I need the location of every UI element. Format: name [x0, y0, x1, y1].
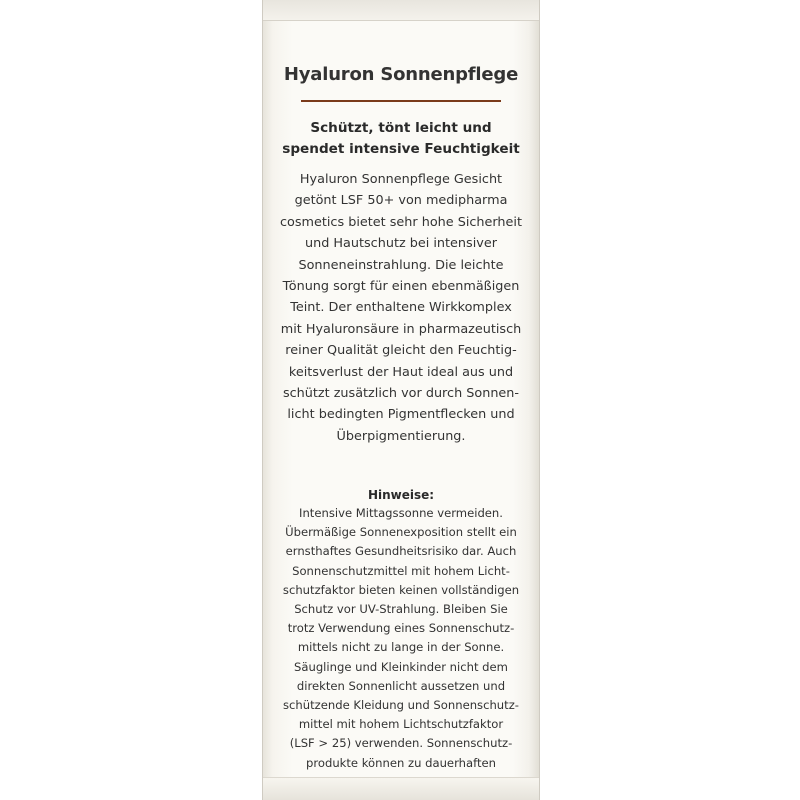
notes-line: ernsthaftes Gesundheitsrisiko dar. Auch — [285, 544, 517, 559]
product-description — [271, 169, 531, 447]
notes-line: (LSF > 25) verwenden. Sonnenschutz- — [289, 736, 513, 751]
notes-line: schützende Kleidung und Sonnenschutz- — [283, 698, 519, 713]
notes-heading: Hinweise: — [367, 488, 435, 502]
description-line: cosmetics bietet sehr hohe Sicherheit — [279, 214, 522, 230]
product-title: Hyaluron Sonnenpflege — [283, 64, 519, 85]
notes-text — [269, 504, 533, 792]
description-line: mit Hyaluronsäure in pharmazeutisch — [280, 321, 522, 337]
box-top-flap — [263, 0, 539, 21]
notes-line: Sonnenschutzmittel mit hohem Licht- — [292, 563, 510, 578]
notes-line: Schutz vor UV-Strahlung. Bleiben Sie — [294, 602, 508, 617]
description-line: Tönung sorgt für einen ebenmäßigen — [282, 279, 520, 295]
notes-line: direkten Sonnenlicht aussetzen und — [296, 678, 506, 693]
description-line: Teint. Der enthaltene Wirkkomplex — [290, 300, 512, 316]
notes-line: schutzfaktor bieten keinen vollständigen — [282, 582, 520, 597]
subtitle-line: Schützt, tönt leicht und — [310, 120, 492, 136]
product-subtitle — [275, 118, 527, 160]
description-line: reiner Qualität gleicht den Feuchtig- — [285, 343, 517, 359]
notes-line: produkte können zu dauerhaften — [306, 755, 496, 770]
product-box — [262, 0, 540, 800]
description-line: schützt zusätzlich vor durch Sonnen- — [282, 386, 520, 402]
notes-line: Übermäßige Sonnenexposition stellt ein — [285, 525, 517, 540]
description-line: Sonneneinstrahlung. Die leichte — [298, 257, 504, 273]
description-line: getönt LSF 50+ von medipharma — [294, 193, 508, 209]
description-line: Überpigmentierung. — [336, 428, 466, 444]
description-line: keitsverlust der Haut ideal aus und — [288, 364, 514, 380]
subtitle-line: spendet intensive Feuchtigkeit — [282, 141, 520, 157]
title-divider — [301, 100, 501, 102]
notes-line: Intensive Mittagssonne vermeiden. — [299, 506, 503, 520]
notes-line: mittel mit hohem Lichtschutzfaktor — [298, 717, 504, 732]
box-bottom-edge — [263, 777, 539, 800]
description-line: und Hautschutz bei intensiver — [305, 236, 497, 252]
notes-line: Säuglinge und Kleinkinder nicht dem — [294, 659, 508, 674]
notes-line: trotz Verwendung eines Sonnenschutz- — [287, 621, 515, 636]
description-line: Hyaluron Sonnenpflege Gesicht — [299, 172, 503, 187]
description-line: licht bedingten Pigmentflecken und — [287, 407, 515, 423]
notes-line: mittels nicht zu lange in der Sonne. — [297, 640, 505, 655]
